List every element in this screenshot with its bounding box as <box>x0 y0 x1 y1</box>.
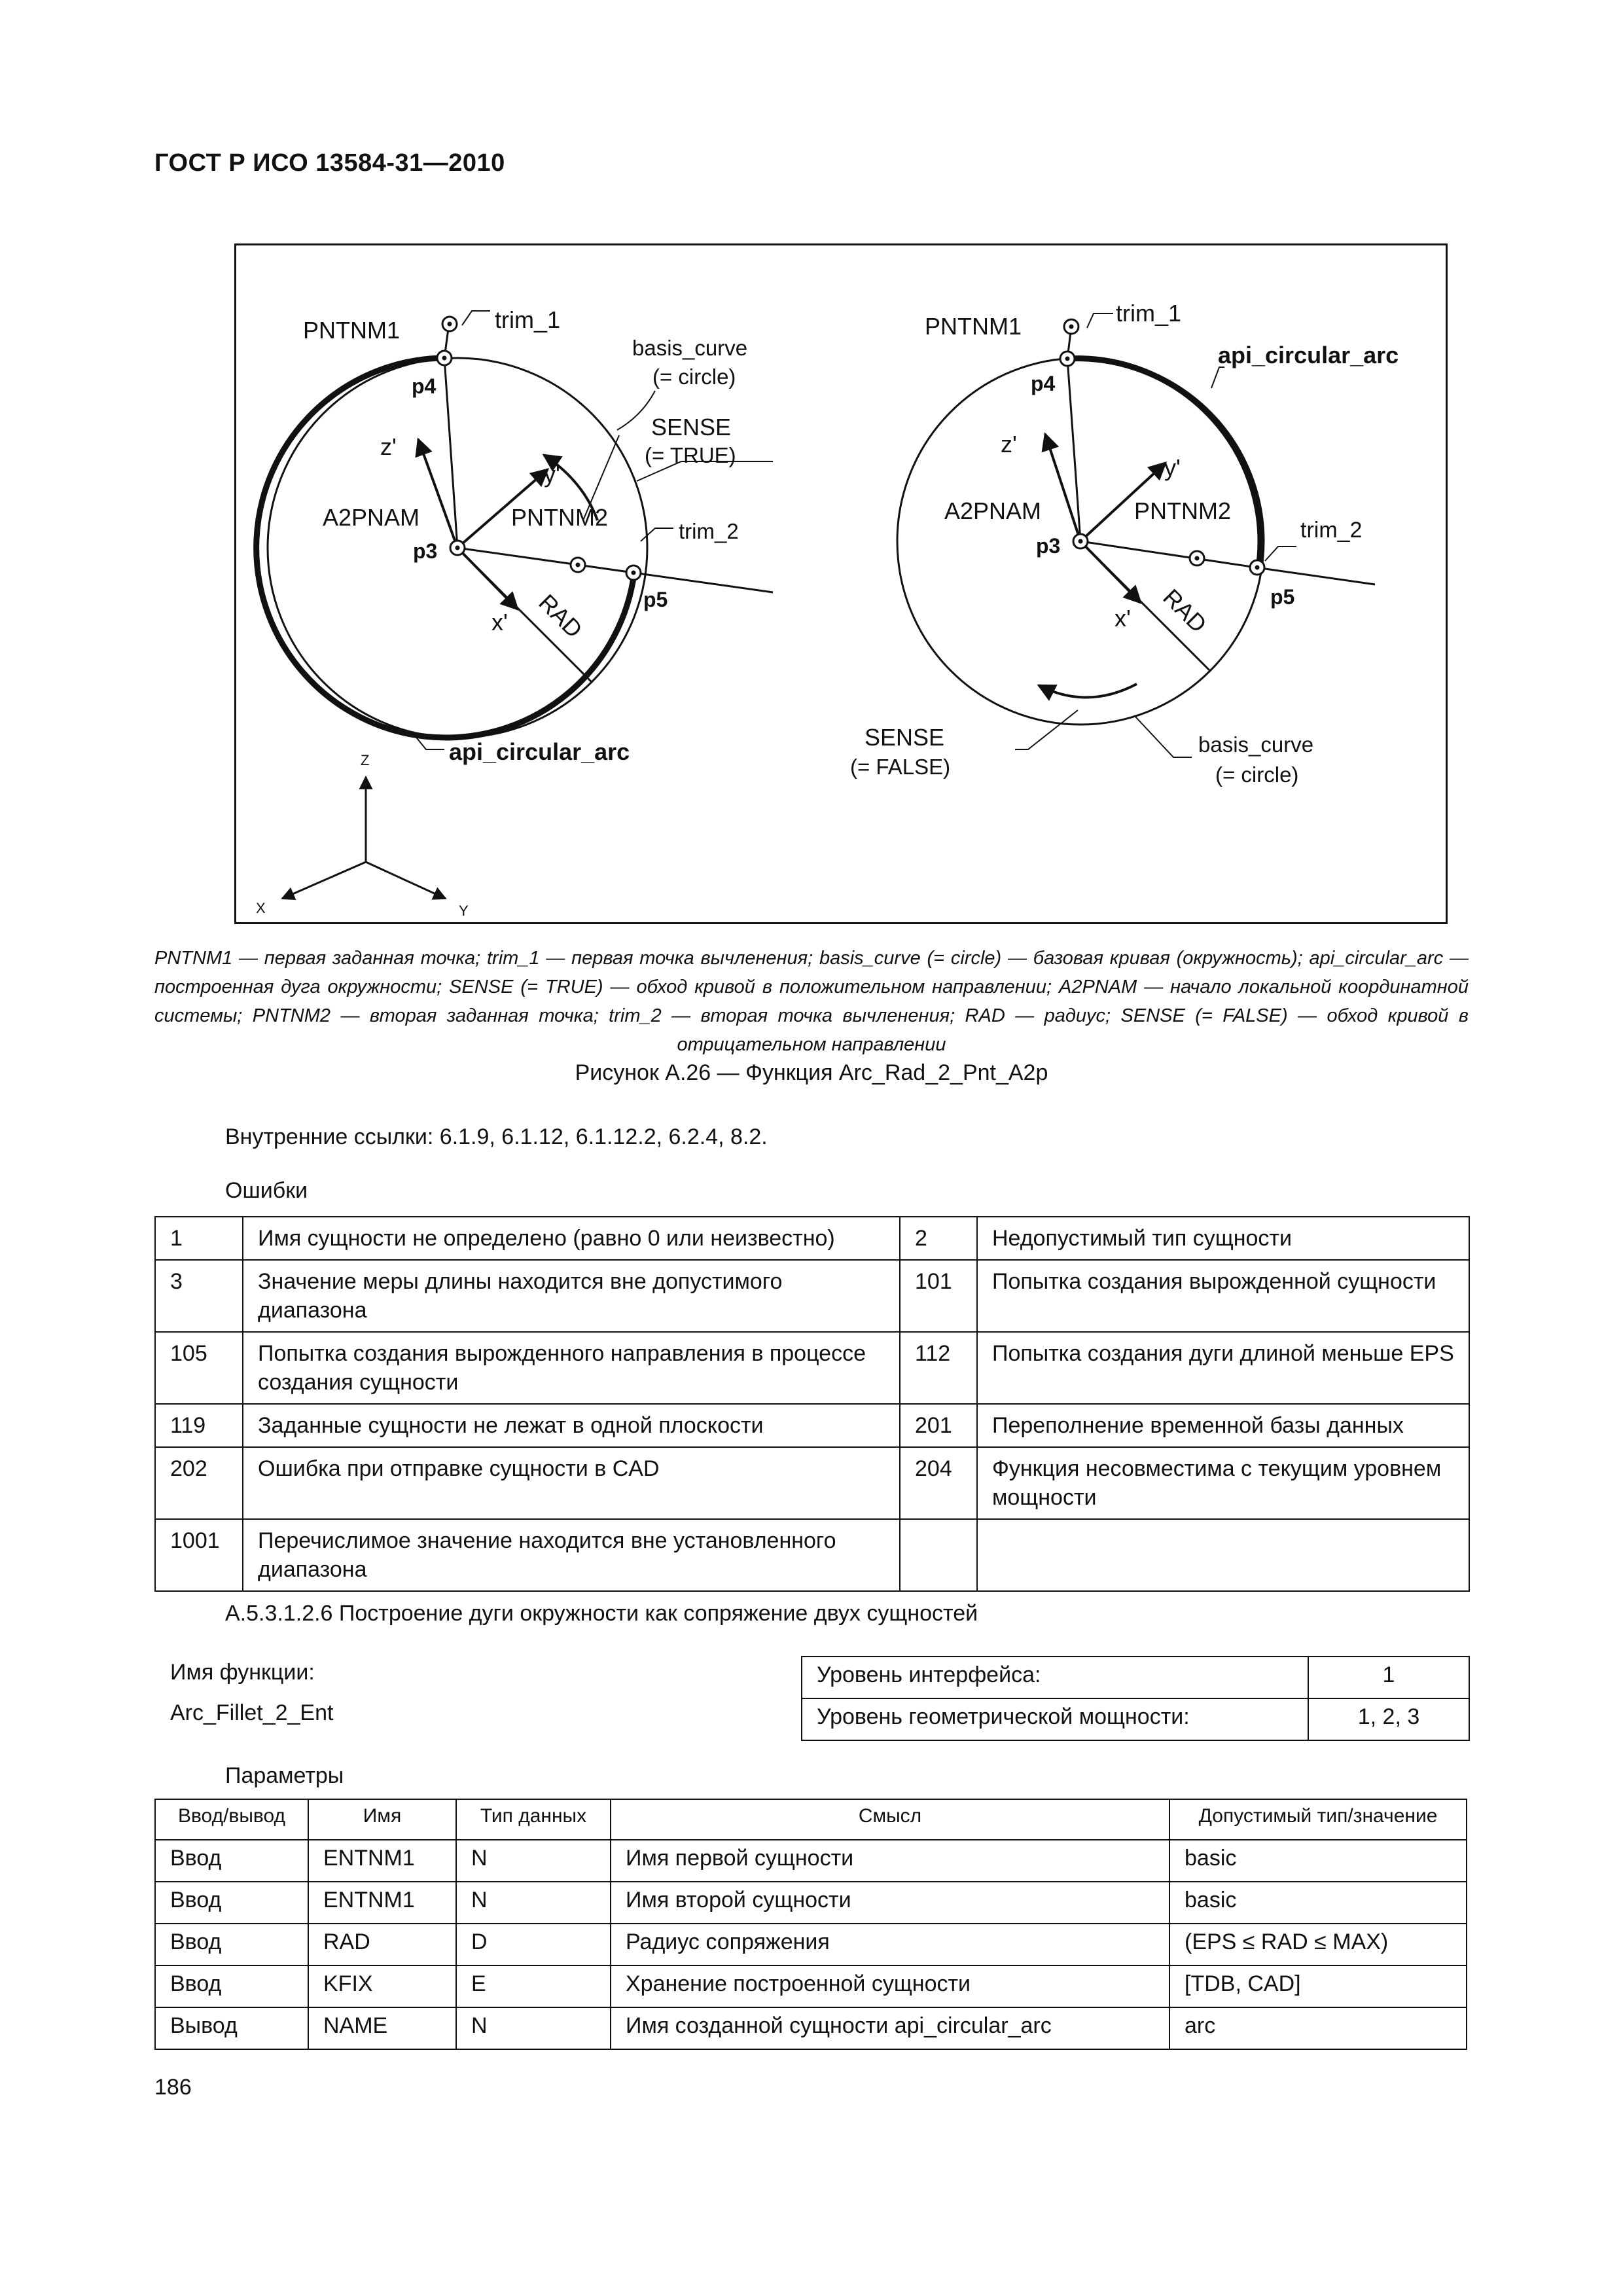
right-label-x: x' <box>1115 605 1131 632</box>
error-description: Недопустимый тип сущности <box>977 1217 1469 1260</box>
level-row <box>802 1698 1469 1740</box>
level-row <box>802 1657 1469 1698</box>
param-cell: N <box>456 1882 611 1924</box>
left-label-a2pnam: A2PNAM <box>323 504 420 531</box>
error-code: 2 <box>900 1217 977 1260</box>
param-cell: Ввод <box>155 1882 308 1924</box>
left-label-p4: p4 <box>412 374 437 398</box>
param-cell: Имя первой сущности <box>611 1840 1169 1882</box>
error-code: 105 <box>155 1332 243 1404</box>
param-cell: D <box>456 1924 611 1965</box>
param-row <box>155 1882 1467 1924</box>
param-cell: [TDB, CAD] <box>1169 1965 1467 2007</box>
error-code: 112 <box>900 1332 977 1404</box>
levels-table <box>801 1656 1470 1741</box>
error-description: Ошибка при отправке сущности в CAD <box>243 1447 900 1519</box>
error-code: 202 <box>155 1447 243 1519</box>
right-label-z: z' <box>1001 431 1017 457</box>
error-description: Перечислимое значение находится вне установленного диапазона <box>243 1519 900 1591</box>
error-description: Функция несовместима с текущим уровнем мощности <box>977 1447 1469 1519</box>
left-label-basis-curve-eq: (= circle) <box>652 365 736 389</box>
error-row <box>155 1260 1469 1332</box>
param-row <box>155 2007 1467 2049</box>
param-cell: N <box>456 2007 611 2049</box>
left-label-p3: p3 <box>413 539 438 563</box>
param-cell: RAD <box>308 1924 456 1965</box>
left-label-api: api_circular_arc <box>449 738 630 765</box>
level-value: 1, 2, 3 <box>1308 1698 1469 1740</box>
param-row <box>155 1840 1467 1882</box>
axis-label-x: X <box>256 900 266 916</box>
param-cell: Ввод <box>155 1965 308 2007</box>
param-cell: arc <box>1169 2007 1467 2049</box>
left-label-basis-curve: basis_curve <box>632 336 748 360</box>
left-label-trim2: trim_2 <box>679 519 739 543</box>
document-header: ГОСТ Р ИСО 13584-31—2010 <box>154 149 505 177</box>
param-row <box>155 1965 1467 2007</box>
param-cell: N <box>456 1840 611 1882</box>
error-row <box>155 1519 1469 1591</box>
param-column-header: Смысл <box>611 1799 1169 1840</box>
left-label-rad: RAD <box>533 588 588 643</box>
right-label-p4: p4 <box>1031 372 1056 395</box>
error-description <box>977 1519 1469 1591</box>
param-cell: Имя второй сущности <box>611 1882 1169 1924</box>
param-cell: Ввод <box>155 1840 308 1882</box>
errors-table <box>154 1216 1470 1592</box>
param-cell: Хранение построенной сущности <box>611 1965 1169 2007</box>
parameters-label: Параметры <box>225 1763 344 1788</box>
param-column-header: Ввод/вывод <box>155 1799 308 1840</box>
param-cell: basic <box>1169 1882 1467 1924</box>
error-description: Попытка создания дуги длиной меньше EPS <box>977 1332 1469 1404</box>
right-label-pntnm2: PNTNM2 <box>1134 497 1232 524</box>
left-label-sense: SENSE <box>651 414 732 440</box>
error-row <box>155 1447 1469 1519</box>
figure-caption: Рисунок А.26 — Функция Arc_Rad_2_Pnt_A2p <box>575 1060 1048 1085</box>
param-cell: (EPS ≤ RAD ≤ MAX) <box>1169 1924 1467 1965</box>
axis-label-z: Z <box>361 752 370 768</box>
error-description: Попытка создания вырожденной сущности <box>977 1260 1469 1332</box>
right-label-pntnm1: PNTNM1 <box>925 313 1022 340</box>
global-axes <box>282 777 446 899</box>
param-cell: KFIX <box>308 1965 456 2007</box>
param-cell: ENTNM1 <box>308 1882 456 1924</box>
figure-frame <box>234 243 1448 924</box>
errors-label: Ошибки <box>225 1178 308 1203</box>
error-description: Попытка создания вырожденного направления в процессе создания сущности <box>243 1332 900 1404</box>
error-description: Имя сущности не определено (равно 0 или неизвестно) <box>243 1217 900 1260</box>
error-code: 1 <box>155 1217 243 1260</box>
right-label-p3: p3 <box>1036 534 1061 558</box>
error-row <box>155 1332 1469 1404</box>
level-name: Уровень интерфейса: <box>802 1657 1308 1698</box>
axis-label-y: Y <box>459 903 469 919</box>
error-description: Значение меры длины находится вне допустимого диапазона <box>243 1260 900 1332</box>
error-code: 204 <box>900 1447 977 1519</box>
param-cell: Ввод <box>155 1924 308 1965</box>
left-label-pntnm1: PNTNM1 <box>303 317 401 344</box>
function-name-label: Имя функции: <box>170 1660 315 1685</box>
right-label-a2pnam: A2PNAM <box>944 497 1042 524</box>
right-label-trim2: trim_2 <box>1300 518 1363 543</box>
figure-drawing <box>236 245 1446 922</box>
right-labels <box>850 300 1399 787</box>
error-code: 3 <box>155 1260 243 1332</box>
right-label-basis-curve: basis_curve <box>1198 732 1314 757</box>
left-label-sense-eq: (= TRUE) <box>645 443 736 467</box>
param-row <box>155 1924 1467 1965</box>
param-cell: ENTNM1 <box>308 1840 456 1882</box>
function-name-value: Arc_Fillet_2_Ent <box>170 1700 334 1725</box>
error-code: 101 <box>900 1260 977 1332</box>
left-label-p5: p5 <box>643 588 668 611</box>
right-label-p5: p5 <box>1270 585 1295 609</box>
level-value: 1 <box>1308 1657 1469 1698</box>
param-cell: E <box>456 1965 611 2007</box>
level-name: Уровень геометрической мощности: <box>802 1698 1308 1740</box>
error-row <box>155 1404 1469 1447</box>
error-description: Заданные сущности не лежат в одной плоскости <box>243 1404 900 1447</box>
param-column-header: Имя <box>308 1799 456 1840</box>
right-label-api: api_circular_arc <box>1218 342 1399 368</box>
error-code: 1001 <box>155 1519 243 1591</box>
right-label-basis-curve-eq: (= circle) <box>1215 762 1299 787</box>
error-code <box>900 1519 977 1591</box>
param-column-header: Допустимый тип/значение <box>1169 1799 1467 1840</box>
page-number: 186 <box>154 2075 192 2100</box>
left-api-arc <box>257 358 633 738</box>
left-label-pntnm2: PNTNM2 <box>511 504 609 531</box>
parameters-table <box>154 1799 1467 2050</box>
error-code: 119 <box>155 1404 243 1447</box>
left-label-y: y' <box>544 461 560 488</box>
right-label-sense-eq: (= FALSE) <box>850 755 951 779</box>
internal-references: Внутренние ссылки: 6.1.9, 6.1.12, 6.1.12.2, 6.2.4, 8.2. <box>225 1124 768 1149</box>
param-cell: Вывод <box>155 2007 308 2049</box>
param-cell: basic <box>1169 1840 1467 1882</box>
param-cell: NAME <box>308 2007 456 2049</box>
left-label-x: x' <box>491 609 508 636</box>
figure-legend: PNTNM1 — первая заданная точка; trim_1 — первая точка вычленения; basis_curve (= circle) — базовая кривая (окружность); api_circular_arc — построенная дуга окружности; SENSE (= TRUE) — обход кривой в положительном направлении; A2PNAM — начало локальной координатной системы; PNTNM2 — вторая заданная точка; trim_2 — вторая точка вычленения; RAD — радиус; SENSE (= FALSE) — обход кривой в отрицательном направлении <box>154 948 1469 1055</box>
param-cell: Имя созданной сущности api_circular_arc <box>611 2007 1169 2049</box>
left-label-z: z' <box>380 433 397 460</box>
left-label-trim1: trim_1 <box>495 306 561 333</box>
right-label-sense: SENSE <box>865 724 945 751</box>
error-description: Переполнение временной базы данных <box>977 1404 1469 1447</box>
right-label-trim1: trim_1 <box>1116 300 1182 327</box>
error-row <box>155 1217 1469 1260</box>
right-label-rad: RAD <box>1158 583 1213 638</box>
section-heading: А.5.3.1.2.6 Построение дуги окружности как сопряжение двух сущностей <box>225 1601 978 1626</box>
param-cell: Радиус сопряжения <box>611 1924 1169 1965</box>
param-column-header: Тип данных <box>456 1799 611 1840</box>
right-label-y: y' <box>1164 454 1181 481</box>
error-code: 201 <box>900 1404 977 1447</box>
